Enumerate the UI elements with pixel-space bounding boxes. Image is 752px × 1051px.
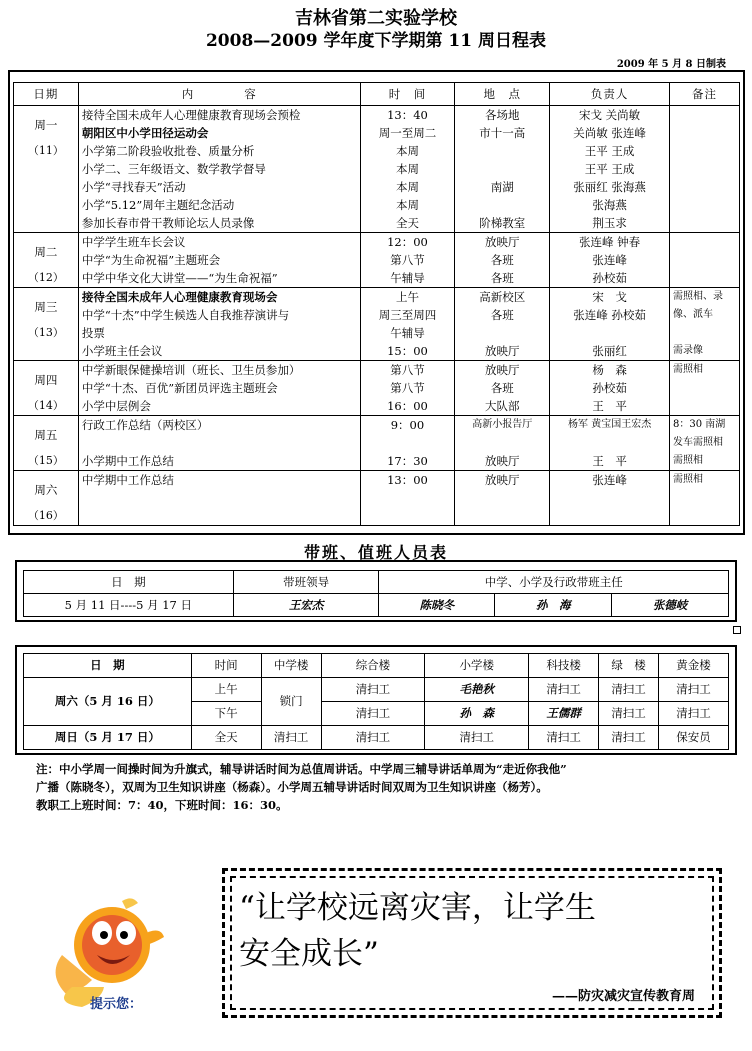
cln-col-gold: 黄金楼	[659, 654, 729, 678]
cell-text: 本周	[395, 198, 419, 212]
cell-text: 小学第二阶段验收批卷、质量分析	[81, 144, 255, 158]
day-time	[360, 233, 455, 288]
cell-text: 张海燕	[592, 198, 627, 212]
day-place	[455, 233, 550, 288]
col-note: 备注	[670, 83, 740, 106]
cell-text: 王平 王成	[584, 162, 635, 176]
duty-frame	[15, 560, 737, 622]
day-name: 周三	[34, 300, 58, 314]
day-content	[78, 288, 360, 361]
day-person	[550, 106, 670, 233]
cell-text: 小学“寻找春天”活动	[81, 180, 186, 194]
day-note	[670, 361, 740, 416]
cln-col-zonghe: 综合楼	[321, 654, 425, 678]
sun-gold: 保安员	[659, 726, 729, 750]
schedule-header-row	[14, 83, 740, 106]
day-number: （12）	[27, 271, 64, 284]
cell-text	[455, 324, 549, 342]
cell-text	[82, 489, 360, 507]
cell-text: 高新校区	[479, 290, 526, 304]
day-name: 周四	[34, 373, 58, 387]
cell-text: 周一至周二	[378, 126, 437, 140]
day-person	[550, 471, 670, 526]
schedule-day-row	[14, 288, 740, 361]
cell-text	[82, 434, 360, 452]
cell-text: 9：00	[390, 418, 425, 432]
day-place	[455, 106, 550, 233]
cell-text: 接待全国未成年人心理健康教育现场会预检	[81, 108, 301, 122]
footnote-line-2: 广播（陈晓冬），双周为卫生知识讲座（杨森）。小学周五辅导讲话时间双周为卫生知识讲座（杨芳）。	[36, 780, 548, 794]
cell-text: 杨军 黄宝国王宏杰	[568, 419, 652, 430]
day-note	[670, 471, 740, 526]
cleaning-table	[23, 653, 729, 750]
day-note	[670, 233, 740, 288]
cell-text: 放映厅	[485, 363, 520, 377]
cell-text: 各场地	[485, 108, 520, 122]
cell-text: 小学期中工作总结	[81, 454, 174, 468]
sat-am-gold: 清扫工	[659, 678, 729, 702]
day-time	[360, 416, 455, 471]
day-person	[550, 288, 670, 361]
weekly-schedule-table	[13, 82, 740, 526]
duty-leader: 王宏杰	[233, 594, 379, 617]
sun-middle: 清扫工	[261, 726, 321, 750]
note-text: 发车需照相	[673, 437, 724, 448]
cell-text	[455, 142, 549, 160]
cell-text: 张连峰 孙校茹	[573, 308, 646, 322]
cell-text: 杨 森	[592, 363, 627, 377]
note-text	[673, 324, 739, 342]
cell-text: 放映厅	[485, 235, 520, 249]
cln-col-time: 时间	[191, 654, 261, 678]
cell-text: 张连峰 钟春	[579, 235, 641, 249]
col-date: 日期	[14, 83, 79, 106]
duty-date-range: 5 月 11 日----5 月 17 日	[24, 594, 234, 617]
sun-label: 周日（5 月 17 日）	[24, 726, 192, 750]
cell-text: 阶梯教室	[479, 216, 526, 230]
slogan-line-1: “让学校远离灾害，让学生	[239, 890, 596, 926]
day-content	[78, 106, 360, 233]
day-content	[78, 233, 360, 288]
cell-text	[455, 434, 549, 452]
day-label	[14, 361, 79, 416]
day-label	[14, 416, 79, 471]
schedule-day-row	[14, 106, 740, 233]
sun-time: 全天	[191, 726, 261, 750]
cell-text: 朝阳区中小学田径运动会	[81, 126, 209, 140]
day-number: （16）	[27, 509, 64, 522]
cell-text: 张连峰	[592, 473, 627, 487]
day-place	[455, 471, 550, 526]
col-content: 内 容	[78, 83, 360, 106]
cell-text: 周三至周四	[378, 308, 437, 322]
day-content	[78, 361, 360, 416]
day-name: 周六	[34, 483, 58, 497]
cell-text: 宋 戈	[592, 290, 627, 304]
day-name: 周一	[34, 118, 58, 132]
cln-col-tech: 科技楼	[529, 654, 599, 678]
cell-text: 关尚敏 张连峰	[573, 126, 646, 140]
cell-text: 孙校茹	[592, 271, 627, 285]
day-name: 周二	[34, 245, 58, 259]
note-text: 需照相	[673, 364, 704, 375]
sat-pm-tech: 王儒群	[529, 702, 599, 726]
footnote-line-1: 注：中小学周一间操时间为升旗式，辅导讲话时间为总值周讲话。中学周三辅导讲话单周为“走近你我他”	[36, 762, 567, 776]
schedule-day-row	[14, 416, 740, 471]
duty-row	[24, 594, 729, 617]
cell-text: 市十一高	[479, 126, 526, 140]
day-note	[670, 288, 740, 361]
cell-text	[455, 160, 549, 178]
cell-text: 张丽红 张海燕	[573, 180, 646, 194]
made-on-date: 2009 年 5 月 8 日制表	[616, 59, 726, 70]
cell-text	[361, 434, 455, 452]
schedule-day-row	[14, 361, 740, 416]
cell-text: 南湖	[490, 180, 514, 194]
duty-col-date: 日 期	[24, 571, 234, 594]
sun-primary: 清扫工	[425, 726, 529, 750]
table-resize-handle	[733, 626, 741, 634]
day-person	[550, 416, 670, 471]
cell-text: 第八节	[390, 253, 425, 267]
cell-text: 王 平	[592, 399, 627, 413]
cln-col-green: 绿 楼	[599, 654, 659, 678]
cell-text: 王 平	[592, 454, 627, 468]
col-person: 负责人	[550, 83, 670, 106]
cell-text: 15：00	[387, 344, 428, 358]
day-label	[14, 233, 79, 288]
sat-pm-zonghe: 清扫工	[321, 702, 425, 726]
duty-teacher-3: 张德岐	[612, 594, 729, 617]
cell-text: 午辅导	[390, 326, 425, 340]
day-number: （15）	[27, 454, 64, 467]
note-text: 8：30 南湖	[673, 419, 726, 430]
school-name: 吉林省第二实验学校	[295, 8, 457, 29]
day-person	[550, 361, 670, 416]
cell-text: 张丽红	[592, 344, 627, 358]
weekly-schedule-frame	[8, 70, 745, 535]
sat-am-green: 清扫工	[599, 678, 659, 702]
duty-header-row	[24, 571, 729, 594]
note-text: 像、派车	[673, 309, 714, 320]
duty-heading: 带班、值班人员表	[303, 543, 448, 562]
schedule-day-row	[14, 233, 740, 288]
cell-text: 小学中层例会	[81, 399, 151, 413]
cell-text: 16：00	[387, 399, 428, 413]
day-number: （13）	[27, 326, 64, 339]
day-place	[455, 416, 550, 471]
cell-text: 小学“5.12”周年主题纪念活动	[81, 198, 235, 212]
day-note	[670, 106, 740, 233]
col-time: 时 间	[360, 83, 455, 106]
cleaning-row-sat-am	[24, 678, 729, 702]
day-time	[360, 106, 455, 233]
sat-middle: 锁门	[261, 678, 321, 726]
cell-text	[550, 489, 669, 507]
cell-text: 中学期中工作总结	[81, 473, 174, 487]
day-note	[670, 416, 740, 471]
cleaning-row-sun	[24, 726, 729, 750]
cell-text: 17：30	[387, 454, 428, 468]
cleaning-frame	[15, 645, 737, 755]
cln-col-primary: 小学楼	[425, 654, 529, 678]
cell-text: 宋戈 关尚敏	[579, 108, 641, 122]
duty-col-leader: 带班领导	[233, 571, 379, 594]
cleaning-header-row	[24, 654, 729, 678]
sat-am-tech: 清扫工	[529, 678, 599, 702]
schedule-title: 2008—2009 学年度下学期第 11 周日程表	[205, 31, 547, 51]
cell-text	[550, 434, 669, 452]
note-text: 需照相	[673, 474, 704, 485]
day-person	[550, 233, 670, 288]
cell-text: 上午	[395, 290, 419, 304]
cell-text	[361, 489, 455, 507]
cell-text: 全天	[395, 216, 419, 230]
day-place	[455, 288, 550, 361]
cell-text: 13：40	[387, 108, 428, 122]
duty-teacher-2: 孙 海	[495, 594, 612, 617]
cell-text: 本周	[395, 144, 419, 158]
cell-text: 中学“为生命祝福”主题班会	[81, 253, 221, 267]
cell-text: 中学学生班车长会议	[81, 235, 186, 249]
cell-text: 本周	[395, 162, 419, 176]
sun-green: 清扫工	[599, 726, 659, 750]
cell-text: 小学班主任会议	[81, 344, 163, 358]
day-label	[14, 471, 79, 526]
day-time	[360, 471, 455, 526]
cell-text: 荆玉求	[592, 216, 627, 230]
cell-text: 接待全国未成年人心理健康教育现场会	[81, 290, 278, 304]
duty-teacher-1: 陈晓冬	[379, 594, 495, 617]
day-time	[360, 288, 455, 361]
cell-text	[455, 196, 549, 214]
sat-label: 周六（5 月 16 日）	[24, 678, 192, 726]
cell-text: 各班	[490, 308, 514, 322]
schedule-day-row	[14, 471, 740, 526]
duty-table	[23, 570, 729, 617]
cell-text: 中学“十杰”中学生候选人自我推荐演讲与	[81, 308, 290, 322]
cell-text: 孙校茹	[592, 381, 627, 395]
sat-pm-gold: 清扫工	[659, 702, 729, 726]
sun-tech: 清扫工	[529, 726, 599, 750]
cell-text: 各班	[490, 253, 514, 267]
smiling-sun-mascot-icon	[42, 895, 172, 1015]
cell-text: 放映厅	[485, 454, 520, 468]
slogan-line-2: 安全成长”	[239, 936, 379, 972]
sat-am-zonghe: 清扫工	[321, 678, 425, 702]
cell-text: 中学中华文化大讲堂——“为生命祝福”	[81, 271, 278, 285]
cell-text: 中学“十杰、百优”新团员评选主题班会	[81, 381, 278, 395]
day-content	[78, 471, 360, 526]
footnote-line-3: 教职工上班时间：7：40，下班时间：16：30。	[36, 798, 288, 812]
slogan-text	[239, 885, 709, 977]
cln-col-date: 日 期	[24, 654, 192, 678]
day-place	[455, 361, 550, 416]
cell-text: 参加长春市骨干教师论坛人员录像	[81, 216, 255, 230]
note-text: 需照相、录	[673, 291, 724, 302]
cell-text: 张连峰	[592, 253, 627, 267]
cell-text: 中学新眼保健操培训（班长、卫生员参加）	[81, 363, 301, 377]
day-number: （14）	[27, 399, 64, 412]
cell-text: 13：00	[387, 473, 428, 487]
cell-text: 大队部	[485, 399, 520, 413]
cell-text: 高新小报告厅	[472, 419, 533, 430]
cln-col-middle: 中学楼	[261, 654, 321, 678]
cell-text: 第八节	[390, 363, 425, 377]
col-place: 地 点	[455, 83, 550, 106]
day-label	[14, 106, 79, 233]
duty-col-teachers: 中学、小学及行政带班主任	[379, 571, 729, 594]
day-label	[14, 288, 79, 361]
sun-zonghe: 清扫工	[321, 726, 425, 750]
note-text: 需录像	[673, 345, 704, 356]
day-content	[78, 416, 360, 471]
cell-text: 王平 王成	[584, 144, 635, 158]
sat-pm-primary: 孙 森	[425, 702, 529, 726]
sat-pm-green: 清扫工	[599, 702, 659, 726]
cell-text: 午辅导	[390, 271, 425, 285]
cell-text: 各班	[490, 381, 514, 395]
day-name: 周五	[34, 428, 58, 442]
cell-text: 放映厅	[485, 473, 520, 487]
cell-text: 本周	[395, 180, 419, 194]
cell-text: 行政工作总结（两校区）	[81, 418, 209, 432]
footnotes	[36, 760, 736, 814]
slogan-box	[222, 868, 722, 1018]
cell-text: 第八节	[390, 381, 425, 395]
cell-text: 各班	[490, 271, 514, 285]
day-time	[360, 361, 455, 416]
day-number: （11）	[27, 144, 64, 157]
cell-text: 12：00	[387, 235, 428, 249]
sat-am-primary: 毛艳秋	[425, 678, 529, 702]
mascot-caption: 提示您：	[90, 997, 143, 1012]
cell-text: 投票	[81, 326, 105, 340]
cell-text	[550, 324, 669, 342]
cell-text: 放映厅	[485, 344, 520, 358]
sat-pm-time: 下午	[191, 702, 261, 726]
cell-text	[455, 489, 549, 507]
note-text: 需照相	[673, 455, 704, 466]
cell-text: 小学二、三年级语文、数学教学督导	[81, 162, 266, 176]
sat-am-time: 上午	[191, 678, 261, 702]
slogan-signature: ——防灾减灾宣传教育周	[551, 989, 695, 1004]
